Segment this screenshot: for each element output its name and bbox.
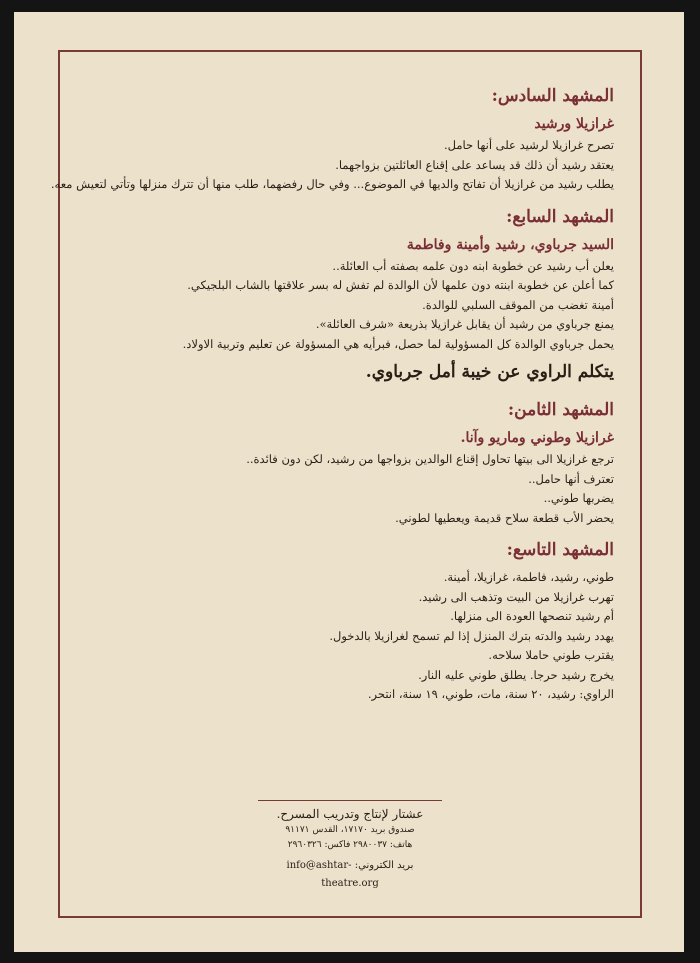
scene-7-characters: السيد جرباوي، رشيد وأمينة وفاطمة <box>406 236 614 253</box>
scene-9-line: يخرج رشيد حرجا. يطلق طوني عليه النار. <box>418 667 614 682</box>
scene-6-line: يعتقد رشيد أن ذلك قد يساعد على إقناع العائلتين بزواجهما. <box>335 157 614 172</box>
email-label: بريد الكتروني: <box>354 860 414 871</box>
postal-address: صندوق بريد ١٧١٧٠، القدس ٩١١٧١ <box>285 825 415 835</box>
scene-7-line: يمنع جرباوي من رشيد أن يقابل غرازيلا بذريعة «شرف العائلة». <box>315 317 614 331</box>
scene-6-line: يطلب رشيد من غرازيلا أن تفاتح والديها في الموضوع... وفي حال رفضهما، طلب منها أن تترك منزلها وتأتي لتعيش معه. <box>50 177 614 191</box>
contact-footer <box>258 800 442 893</box>
scene-9-line: يهدد رشيد والدته بترك المنزل إذا لم تسمح لغرازيلا بالدخول. <box>329 628 614 643</box>
scene-7-title: المشهد السابع: <box>506 206 614 227</box>
scene-8-characters: غرازيلا وطوني وماريو وآنا. <box>460 430 614 446</box>
scene-9-line: أم رشيد تنصحها العودة الى منزلها. <box>450 609 614 623</box>
scene-9-line: طوني، رشيد، فاطمة، غرازيلا، أمينة. <box>443 570 614 584</box>
scene-6-characters: غرازيلا ورشيد <box>534 116 614 132</box>
scene-6 <box>50 84 614 195</box>
scene-9-line: الراوي: رشيد، ٢٠ سنة، مات، طوني، ١٩ سنة، انتحر. <box>367 687 614 701</box>
scene-8-line: يحضر الأب قطعة سلاح قديمة ويعطيها لطوني. <box>395 510 614 525</box>
scene-6-line: تصرح غرازيلا لرشيد على أنها حامل. <box>444 138 614 152</box>
email-line <box>258 857 442 893</box>
scene-9-title: المشهد التاسع: <box>506 540 614 560</box>
org-name: عشتار لإنتاج وتدريب المسرح. <box>276 807 424 821</box>
scene-9-line: يقترب طوني حاملا سلاحه. <box>488 648 614 662</box>
scene-8-line: ترجع غرازيلا الى بيتها تحاول إقناع الوالدين بزواجها من رشيد، لكن دون فائدة.. <box>246 452 614 466</box>
scene-9 <box>74 538 614 705</box>
email-address[interactable]: info@ashtar-theatre.org <box>286 860 379 889</box>
scene-8-title: المشهد الثامن: <box>507 400 614 420</box>
scene-8 <box>74 398 614 528</box>
scene-7-line: يعلن أب رشيد عن خطوبة ابنه دون علمه بصفته أب العائلة.. <box>332 258 614 273</box>
narrator-note: يتكلم الراوي عن خيبة أمل جرباوي. <box>365 362 614 382</box>
phone-fax: هاتف: ٢٩٨٠٠٣٧ فاكس: ٢٩٦٠٣٢٦ <box>287 840 413 850</box>
scene-9-line: تهرب غرازيلا من البيت وتذهب الى رشيد. <box>418 589 614 604</box>
synopsis-text <box>50 84 614 705</box>
scene-7 <box>74 205 614 355</box>
scene-7-line: كما أعلن عن خطوبة ابنته دون علمها لأن الوالدة لم تفش له بسر علاقتها بالشاب البلجيكي. <box>187 278 614 292</box>
scene-6-title: المشهد السادس: <box>491 86 614 106</box>
scene-8-line: تعترف أنها حامل.. <box>528 471 614 486</box>
scene-7-line: أمينة تغضب من الموقف السلبي للوالدة. <box>422 297 614 312</box>
scene-7-line: يحمل جرباوي الوالدة كل المسؤولية لما حصل، فبرأيه هي المسؤولة عن تعليم وتربية الاولاد. <box>182 336 614 351</box>
scene-8-line: يضربها طوني.. <box>543 491 614 505</box>
